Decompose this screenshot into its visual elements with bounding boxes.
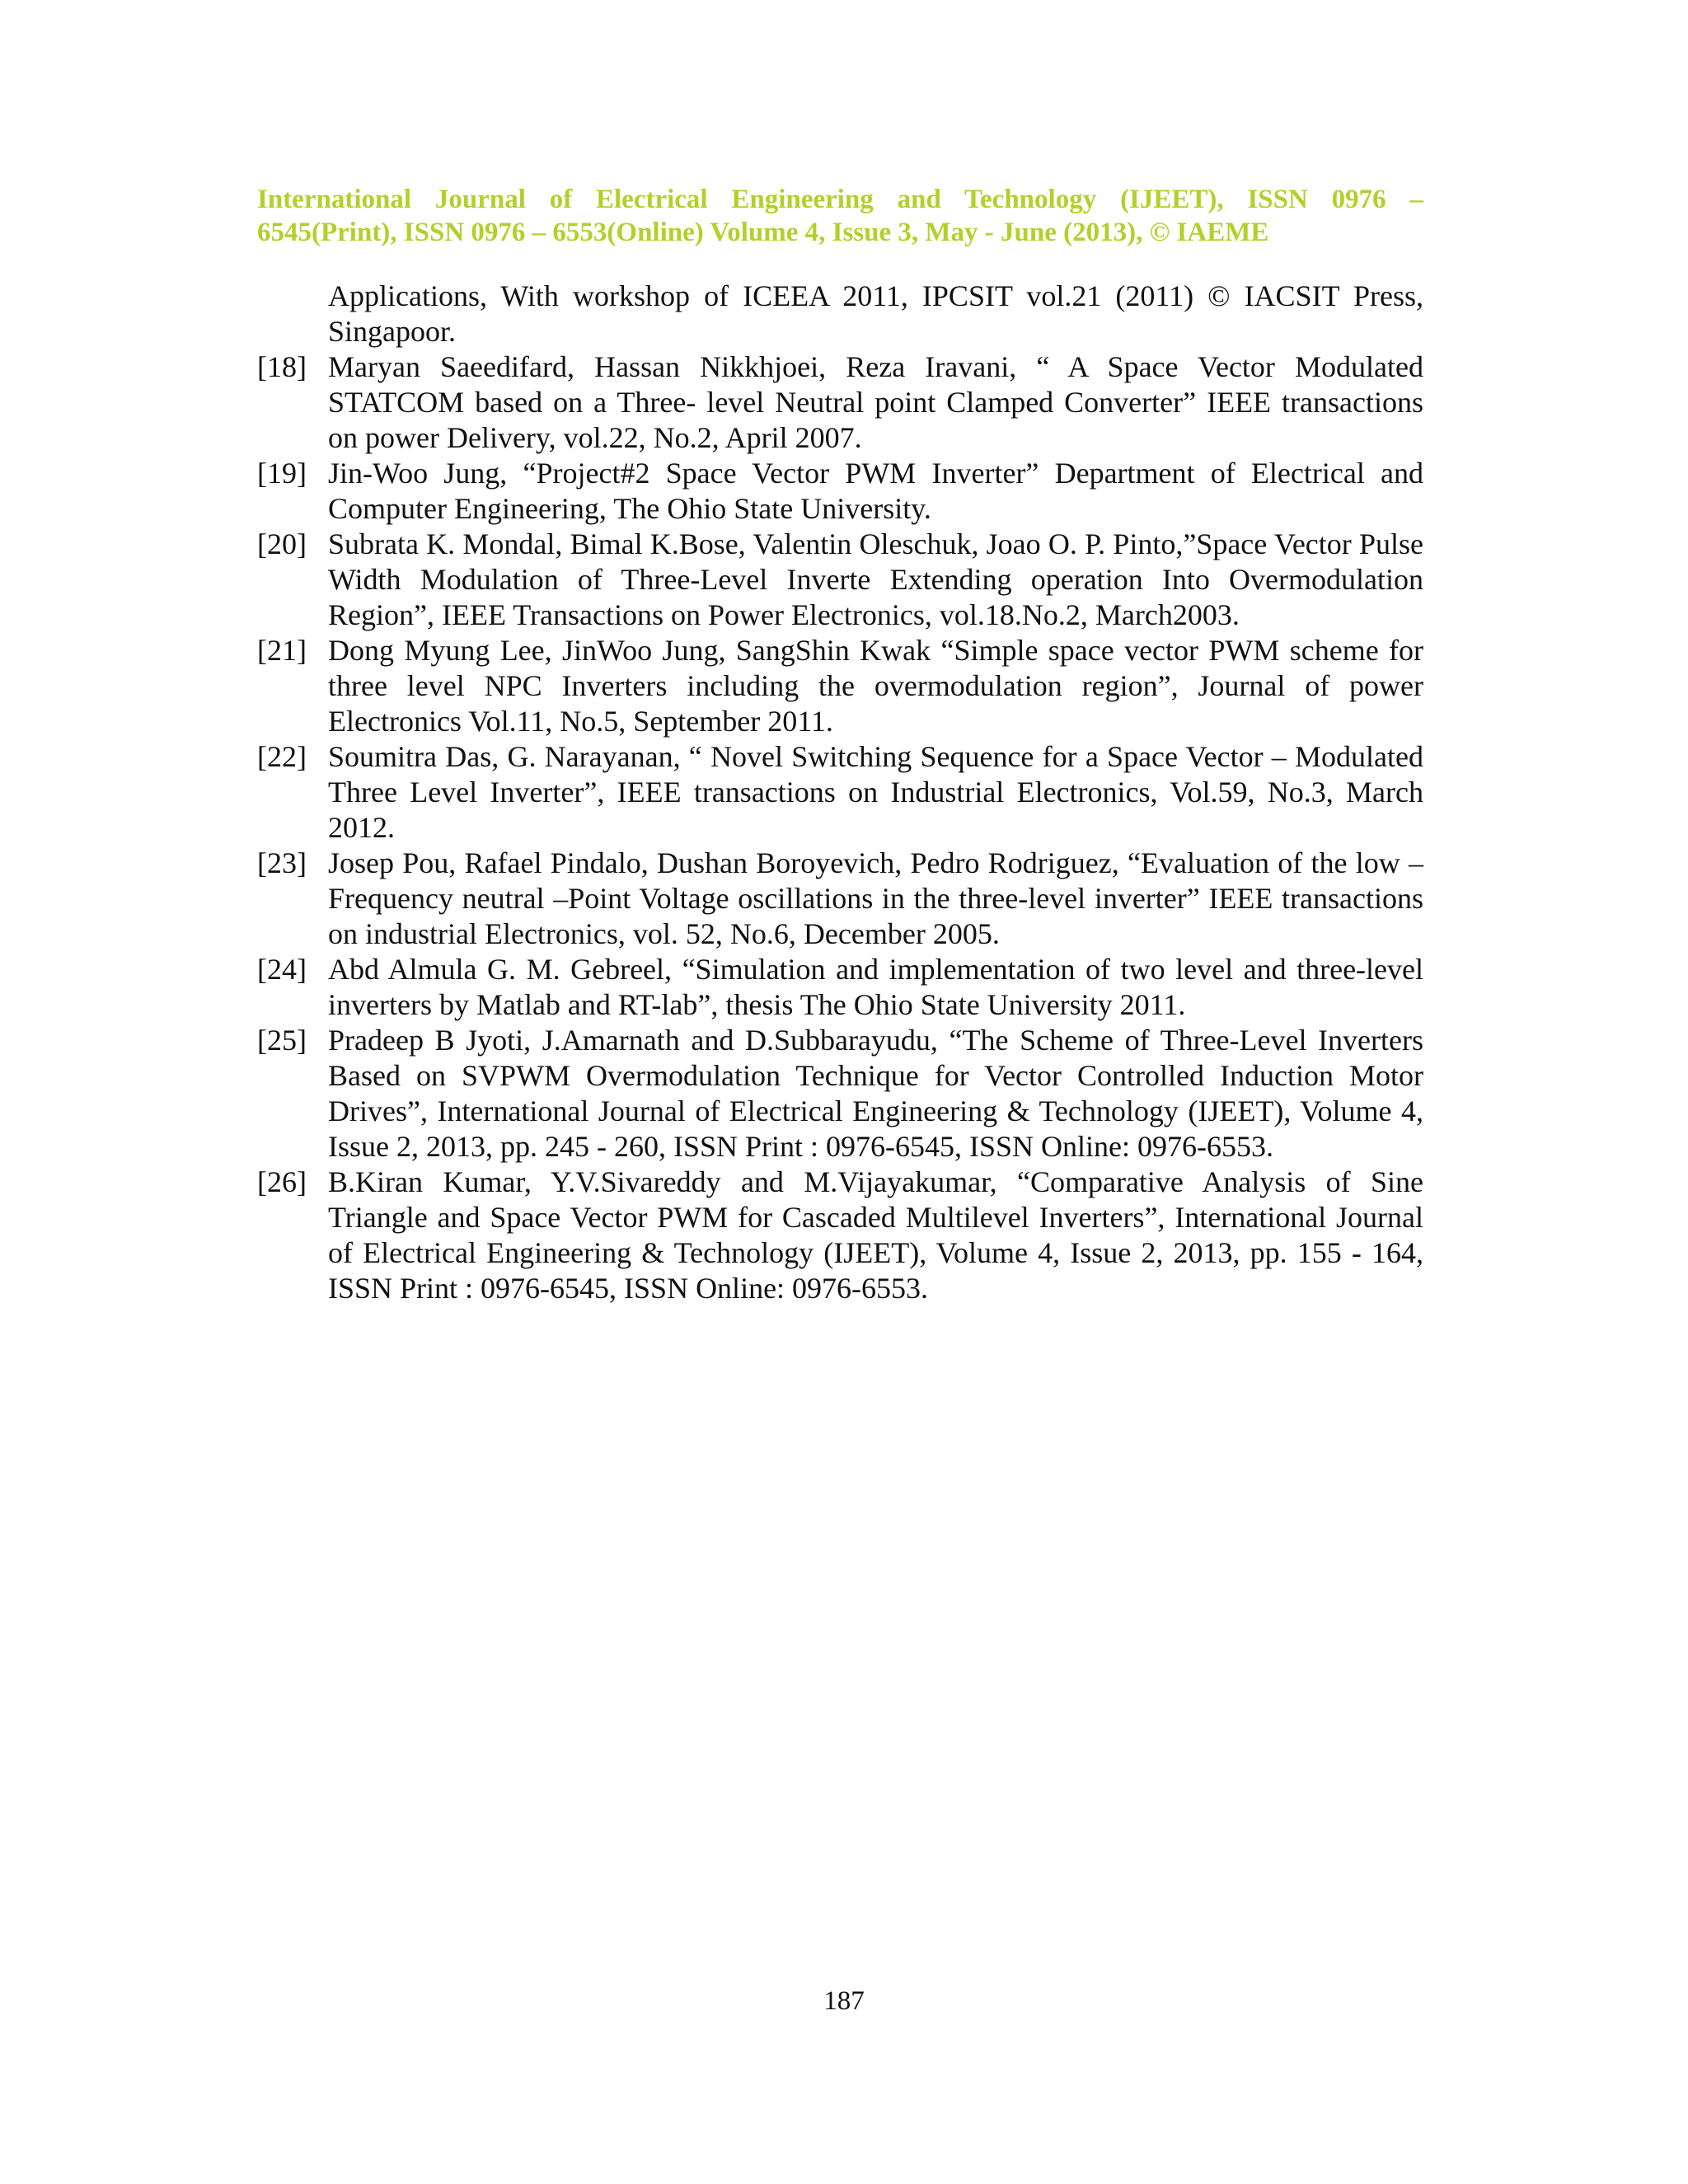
reference-item-22	[257, 739, 1423, 846]
journal-header-line-1: International Journal of Electrical Engineering and Technology (IJEET), ISSN 0976 –	[257, 185, 1423, 214]
reference-text: Abd Almula G. M. Gebreel, “Simulation and implementation of two level and three-level inverters by Matlab and RT-lab”, thesis The Ohio State University 2011.	[328, 953, 1423, 1021]
reference-number: [22]	[257, 740, 307, 773]
reference-number: [19]	[257, 457, 307, 490]
reference-number: [26]	[257, 1165, 307, 1198]
reference-text: Soumitra Das, G. Narayanan, “ Novel Switching Sequence for a Space Vector – Modulated Three Level Inverter”, IEEE transactions on Industrial Electronics, Vol.59, No.3, March 2012.	[328, 740, 1423, 844]
reference-number: [18]	[257, 350, 307, 383]
page-number: 187	[823, 1986, 865, 2016]
reference-text: Maryan Saeedifard, Hassan Nikkhjoei, Reza Iravani, “ A Space Vector Modulated STATCOM based on a Three- level Neutral point Clamped Converter” IEEE transactions on power Delivery, vol.22, No.2, April 2007.	[328, 350, 1423, 454]
reference-item-24	[257, 952, 1423, 1023]
reference-text: B.Kiran Kumar, Y.V.Sivareddy and M.Vijayakumar, “Comparative Analysis of Sine Triangle and Space Vector PWM for Cascaded Multilevel Inverters”, International Journal of Electrical Engineering & Technology (IJEET), Volume 4, Issue 2, 2013, pp. 155 - 164, ISSN Print : 0976-6545, ISSN Online: 0976-6553.	[328, 1165, 1423, 1305]
reference-text: Subrata K. Mondal, Bimal K.Bose, Valentin Oleschuk, Joao O. P. Pinto,”Space Vector Pulse Width Modulation of Three-Level Inverte Extending operation Into Overmodulation Region”, IEEE Transactions on Power Electronics, vol.18.No.2, March2003.	[328, 527, 1423, 631]
journal-header-line-2: 6545(Print), ISSN 0976 – 6553(Online) Volume 4, Issue 3, May - June (2013), © IAEME	[257, 218, 1269, 247]
reference-text: Jin-Woo Jung, “Project#2 Space Vector PWM Inverter” Department of Electrical and Computer Engineering, The Ohio State University.	[328, 457, 1423, 525]
reference-number: [21]	[257, 634, 307, 667]
reference-item-21	[257, 633, 1423, 739]
reference-text: Applications, With workshop of ICEEA 2011, IPCSIT vol.21 (2011) © IACSIT Press, Singapoor.	[328, 279, 1423, 348]
reference-item-20	[257, 527, 1423, 633]
reference-item-19	[257, 456, 1423, 527]
reference-item-26	[257, 1165, 1423, 1306]
reference-number: [23]	[257, 846, 307, 879]
journal-header	[257, 183, 1423, 249]
reference-number: [24]	[257, 953, 307, 986]
reference-text: Pradeep B Jyoti, J.Amarnath and D.Subbarayudu, “The Scheme of Three-Level Inverters Based on SVPWM Overmodulation Technique for Vector Controlled Induction Motor Drives”, International Journal of Electrical Engineering & Technology (IJEET), Volume 4, Issue 2, 2013, pp. 245 - 260, ISSN Print : 0976-6545, ISSN Online: 0976-6553.	[328, 1024, 1423, 1163]
reference-item-25	[257, 1023, 1423, 1165]
reference-text: Josep Pou, Rafael Pindalo, Dushan Boroyevich, Pedro Rodriguez, “Evaluation of the low – Frequency neutral –Point Voltage oscillations in the three-level inverter” IEEE transactions on industrial Electronics, vol. 52, No.6, December 2005.	[328, 846, 1423, 950]
reference-number: [25]	[257, 1024, 307, 1057]
reference-item-18	[257, 349, 1423, 456]
reference-list	[257, 279, 1423, 1306]
reference-item-continued	[257, 279, 1423, 349]
reference-text: Dong Myung Lee, JinWoo Jung, SangShin Kwak “Simple space vector PWM scheme for three level NPC Inverters including the overmodulation region”, Journal of power Electronics Vol.11, No.5, September 2011.	[328, 634, 1423, 738]
reference-number: [20]	[257, 527, 307, 560]
reference-item-23	[257, 846, 1423, 952]
